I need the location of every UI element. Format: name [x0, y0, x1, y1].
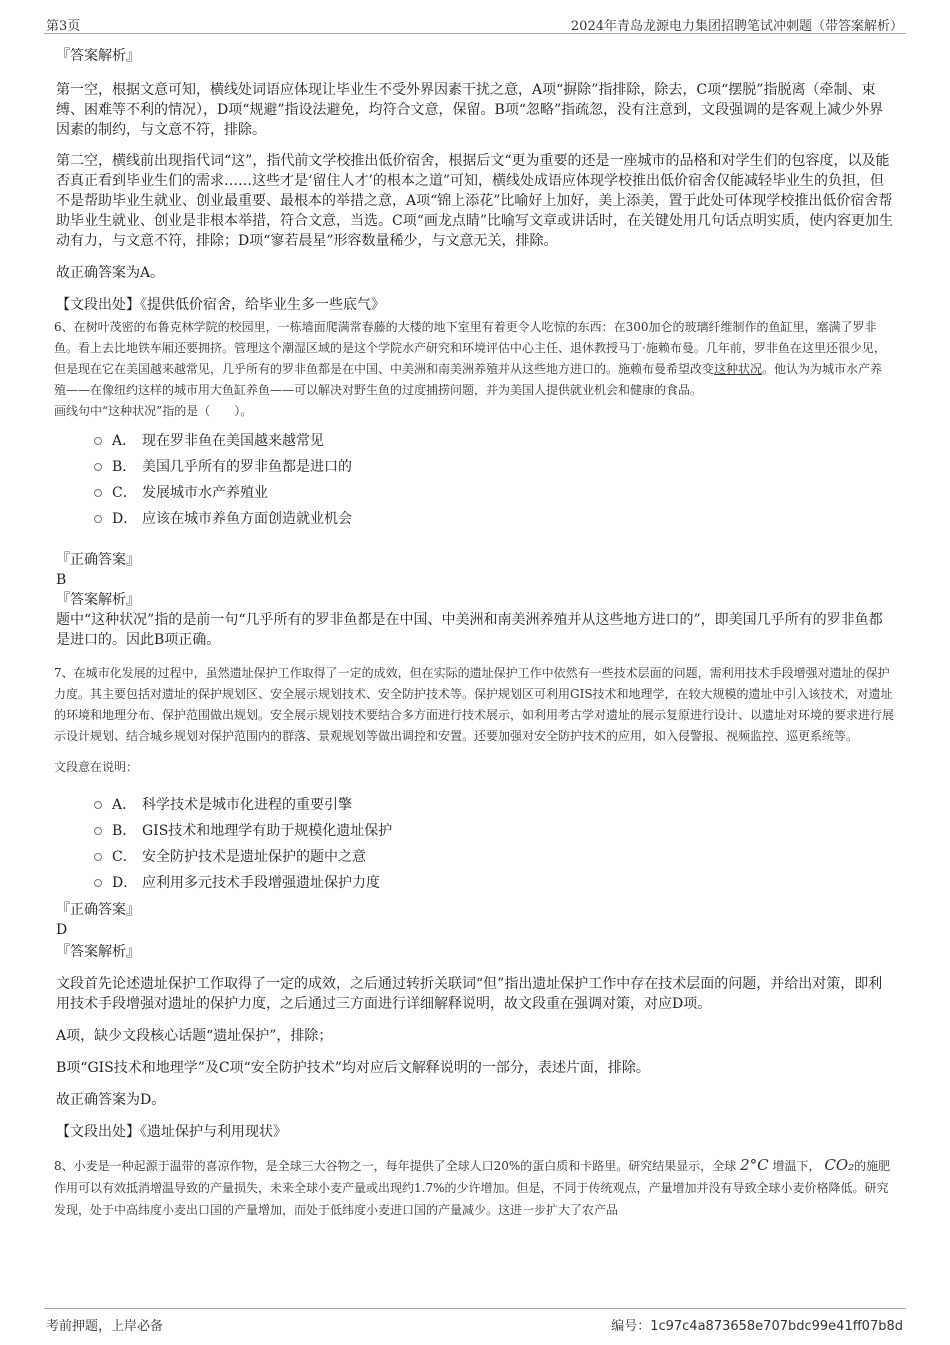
code-value: 1c97c4a873658e707bdc99e41ff07b8d: [650, 1319, 903, 1334]
q7-conclusion: 故正确答案为D。: [56, 1092, 166, 1108]
option-letter: A．: [112, 797, 137, 813]
q7-option-c[interactable]: [94, 844, 894, 870]
q5-conclusion: 故正确答案为A。: [56, 265, 165, 281]
radio-icon[interactable]: [94, 801, 102, 809]
option-text: 安全防护技术是遗址保护的题中之意: [142, 849, 366, 865]
q6-option-c[interactable]: [94, 480, 894, 506]
option-letter: B．: [112, 823, 137, 839]
q6-option-a[interactable]: [94, 428, 894, 454]
q6-option-b[interactable]: [94, 454, 894, 480]
q6-stem-text: 6、在树叶茂密的布鲁克林学院的校园里，一栋墙面爬满常春藤的大楼的地下室里有着更令人吃惊的东西：在300加仑的玻璃纤维制作的鱼缸里，塞满了罗非鱼。看上去比地铁车厢还要拥挤。管理这个潮湿区域的是这个学院水产研究和环境评估中心主任、退休教授马丁·施赖布曼。几年前，罗非鱼在这里还很少见，但是现在它在美国越来越常见，几乎所有的罗非鱼都是在中国、中美洲和南美洲养殖并从这些地方进口的。施赖布曼希望改变: [54, 320, 886, 376]
radio-icon[interactable]: [94, 879, 102, 887]
q7-option-a[interactable]: [94, 792, 894, 818]
footer-slogan: 考前押题，上岸必备: [46, 1319, 164, 1334]
co2-formula: CO₂: [824, 1156, 855, 1174]
option-letter: C．: [112, 485, 137, 501]
q6-answer-label: 『正确答案』: [56, 552, 140, 568]
option-text: 发展城市水产养殖业: [142, 485, 268, 501]
page-footer: [0, 1308, 950, 1345]
page-header: [0, 0, 950, 34]
option-text: GIS技术和地理学有助于规模化遗址保护: [142, 823, 393, 839]
q6-answer: B: [56, 572, 67, 588]
temperature-formula: 2°C: [740, 1156, 769, 1174]
radio-icon[interactable]: [94, 827, 102, 835]
q7-stem: 7、在城市化发展的过程中，虽然遗址保护工作取得了一定的成效，但在实际的遗址保护工作中依然有一些技术层面的问题，需利用技术手段增强对遗址的保护力度。其主要包括对遗址的保护规划区、安全展示规划技术、安全防护技术等。保护规划区可利用GIS技术和地理学，在较大规模的遗址中引入该技术，对遗址的环境和地理分布、保护范围做出规划。安全展示规划技术要结合多方面进行技术展示，如利用考古学对遗址的展示复原进行设计、以遗址对环境的要求进行展示设计规划、结合城乡规划对保护范围内的群落、景观规划等做出调控和安置。还要加强对安全防护技术的应用，如入侵警报、视频监控、巡更系统等。: [54, 666, 895, 743]
radio-icon[interactable]: [94, 463, 102, 471]
option-letter: B．: [112, 459, 137, 475]
q7-answer-label: 『正确答案』: [56, 902, 140, 918]
option-letter: D．: [112, 875, 138, 891]
q6-prompt: 画线句中“这种状况”指的是（ ）。: [54, 404, 253, 418]
header-divider: [44, 33, 906, 34]
q7-source: 【文段出处】《遗址保护与利用现状》: [56, 1124, 287, 1140]
q5-analysis-para2: 第二空，横线前出现指代词“这”，指代前文学校推出低价宿舍，根据后文“更为重要的还是一座城市的品格和对学生们的包容度，以及能否真正看到毕业生们的需求……这些才是‘留住人才’的根本之道”可知，横线处成语应体现学校推出低价宿舍仅能减轻毕业生的负担，但不是帮助毕业生就业、创业最重要、最根本的举措之意，A项“锦上添花”比喻好上加好，美上添美，置于此处可体现学校推出低价宿舍帮助毕业生就业、创业是非根本举措，符合文意，当选。C项“画龙点睛”比喻写文章或讲话时，在关键处用几句话点明实质，使内容更加生动有力，与文意不符，排除；D项“寥若晨星”形容数量稀少，与文意无关，排除。: [56, 153, 894, 249]
option-text: 科学技术是城市化进程的重要引擎: [142, 797, 352, 813]
q7-options: [94, 792, 894, 896]
q7-analysis-para3: B项“GIS技术和地理学”及C项“安全防护技术”均对应后文解释说明的一部分，表述片面，排除。: [56, 1060, 650, 1076]
q7-answer: D: [56, 922, 68, 938]
option-letter: C．: [112, 849, 137, 865]
option-text: 美国几乎所有的罗非鱼都是进口的: [142, 459, 352, 475]
q6-option-d[interactable]: [94, 506, 894, 532]
footer-divider: [44, 1308, 906, 1309]
q6-analysis-label: 『答案解析』: [56, 592, 140, 608]
q8-text: 的施肥作用可以有效抵消增温导致的产量损失，未来全球小麦产量或出现约1.7%的少许增加。但是，不同于传统观点，产量增加并没有导致全球小麦价格降低。研究发现，处于中高纬度小麦出口国的产量增加，而处于低纬度小麦进口国的产量减少。这进一步扩大了农产品: [54, 1159, 891, 1217]
q7-analysis-para2: A项，缺少文段核心话题“遗址保护”，排除；: [56, 1028, 333, 1044]
option-letter: A．: [112, 433, 137, 449]
q7-option-b[interactable]: [94, 818, 894, 844]
q6-underlined-phrase: 这种状况: [714, 362, 763, 376]
radio-icon[interactable]: [94, 437, 102, 445]
q6-stem-text-after: 。他认为为城市水产养殖——在像纽约这样的城市用大鱼缸养鱼——可以解决对野生鱼的过度捕捞问题，并为美国人提供就业机会和健康的食品。: [54, 362, 883, 397]
radio-icon[interactable]: [94, 489, 102, 497]
document-body: [56, 44, 894, 1221]
q7-prompt: 文段意在说明：: [54, 760, 139, 774]
option-text: 现在罗非鱼在美国越来越常见: [142, 433, 324, 449]
q5-source: 【文段出处】《提供低价宿舍，给毕业生多一些底气》: [56, 297, 385, 313]
option-letter: D．: [112, 511, 138, 527]
radio-icon[interactable]: [94, 515, 102, 523]
q8-stem: [54, 1154, 894, 1221]
radio-icon[interactable]: [94, 853, 102, 861]
q7-analysis-para1: 文段首先论述遗址保护工作取得了一定的成效，之后通过转折关联词“但”指出遗址保护工作中存在技术层面的问题，并给出对策，即利用技术手段增强对遗址的保护力度，之后通过三方面进行详细解释说明，故文段重在强调对策，对应D项。: [56, 976, 883, 1012]
option-text: 应该在城市养鱼方面创造就业机会: [142, 511, 352, 527]
q7-option-d[interactable]: [94, 870, 894, 896]
q5-analysis-para1: 第一空，根据文意可知，横线处词语应体现让毕业生不受外界因素干扰之意，A项“摒除”指排除，除去，C项“摆脱”指脱离（牵制、束缚、困难等不利的情况），D项“规避”指设法避免，均符合文意，保留。B项“忽略”指疏忽，没有注意到，文段强调的是客观上减少外界因素的制约，与文意不符，排除。: [56, 82, 884, 138]
q8-text: 8、小麦是一种起源于温带的喜凉作物，是全球三大谷物之一，每年提供了全球人口20%的蛋白质和卡路里。研究结果显示，全球: [54, 1159, 737, 1173]
q8-text: 增温下，: [772, 1159, 821, 1173]
document-title: 2024年青岛龙源电力集团招聘笔试冲刺题（带答案解析）: [570, 19, 903, 34]
q6-analysis: 题中“这种状况”指的是前一句“几乎所有的罗非鱼都是在中国、中美洲和南美洲养殖并从这些地方进口的”，即美国几乎所有的罗非鱼都是进口的。因此B项正确。: [56, 612, 883, 648]
code-label: 编号：: [611, 1319, 651, 1334]
option-text: 应利用多元技术手段增强遗址保护力度: [142, 875, 380, 891]
q7-analysis-label: 『答案解析』: [56, 944, 140, 960]
q6-stem: [54, 317, 894, 401]
q5-analysis-label: 『答案解析』: [56, 48, 140, 64]
page-number: 第3页: [46, 19, 81, 34]
document-code: [611, 1315, 903, 1334]
q6-options: [94, 428, 894, 532]
